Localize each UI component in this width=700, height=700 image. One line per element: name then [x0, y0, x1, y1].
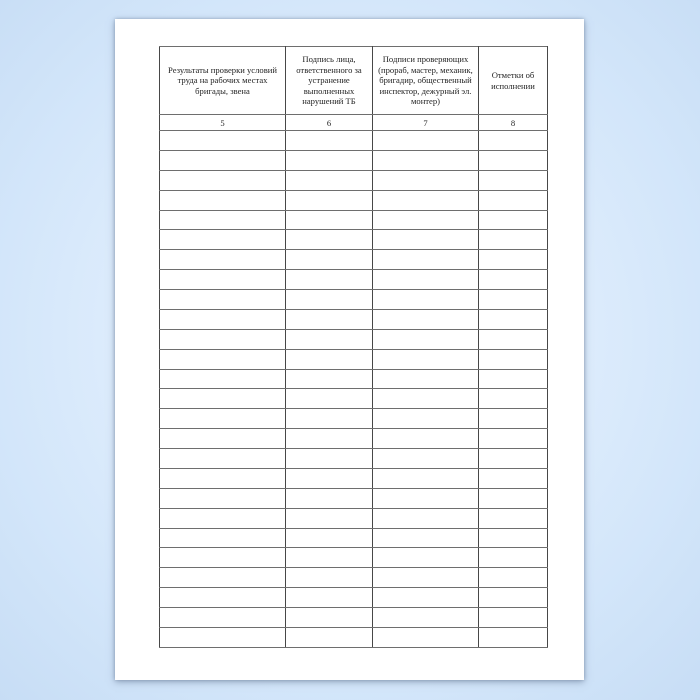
empty-cell: [160, 230, 286, 250]
empty-cell: [479, 309, 548, 329]
empty-cell: [160, 548, 286, 568]
table-row: [160, 548, 548, 568]
table-row: [160, 588, 548, 608]
empty-cell: [160, 588, 286, 608]
empty-cell: [479, 270, 548, 290]
table-row: [160, 449, 548, 469]
empty-cell: [373, 250, 479, 270]
empty-cell: [479, 429, 548, 449]
empty-cell: [160, 250, 286, 270]
inspection-log-table: [159, 46, 548, 648]
column-header-results: Результаты проверки условий труда на рабочих местах бригады, звена: [160, 47, 286, 115]
empty-cell: [286, 230, 373, 250]
empty-cell: [479, 150, 548, 170]
empty-cell: [373, 449, 479, 469]
empty-cell: [286, 449, 373, 469]
table-row: [160, 170, 548, 190]
empty-cell: [373, 170, 479, 190]
empty-cell: [160, 309, 286, 329]
empty-cell: [286, 508, 373, 528]
table-row: [160, 508, 548, 528]
empty-cell: [479, 190, 548, 210]
empty-cell: [286, 131, 373, 151]
table-row: [160, 131, 548, 151]
empty-cell: [373, 409, 479, 429]
table-row: [160, 150, 548, 170]
empty-cell: [373, 349, 479, 369]
empty-cell: [373, 290, 479, 310]
empty-cell: [373, 309, 479, 329]
column-number-row: [160, 115, 548, 131]
empty-cell: [373, 528, 479, 548]
empty-cell: [286, 210, 373, 230]
table-row: [160, 210, 548, 230]
empty-cell: [286, 528, 373, 548]
column-header-execution-marks: Отметки об исполнении: [479, 47, 548, 115]
empty-cell: [160, 528, 286, 548]
table-row: [160, 468, 548, 488]
empty-cell: [160, 270, 286, 290]
empty-cell: [373, 369, 479, 389]
table-row: [160, 409, 548, 429]
empty-cell: [373, 131, 479, 151]
empty-cell: [373, 210, 479, 230]
table-row: [160, 369, 548, 389]
empty-cell: [479, 409, 548, 429]
table-row: [160, 568, 548, 588]
empty-cell: [373, 568, 479, 588]
table-row: [160, 250, 548, 270]
document-page: [115, 19, 584, 680]
empty-cell: [160, 329, 286, 349]
empty-cell: [479, 627, 548, 647]
empty-cell: [479, 568, 548, 588]
empty-cell: [479, 468, 548, 488]
empty-cell: [479, 608, 548, 628]
empty-cell: [286, 309, 373, 329]
empty-cell: [160, 409, 286, 429]
empty-cell: [286, 190, 373, 210]
empty-cell: [160, 449, 286, 469]
empty-cell: [286, 548, 373, 568]
empty-cell: [286, 369, 373, 389]
empty-cell: [479, 548, 548, 568]
empty-cell: [373, 508, 479, 528]
empty-cell: [479, 170, 548, 190]
table-row: [160, 608, 548, 628]
table-row: [160, 488, 548, 508]
table-row: [160, 190, 548, 210]
empty-cell: [160, 131, 286, 151]
column-header-responsible-signature: Подпись лица, ответственного за устранение выполненных нарушений ТБ: [286, 47, 373, 115]
empty-cell: [160, 488, 286, 508]
empty-cell: [373, 190, 479, 210]
empty-cell: [373, 429, 479, 449]
empty-cell: [160, 508, 286, 528]
empty-cell: [160, 429, 286, 449]
empty-cell: [479, 389, 548, 409]
table-row: [160, 290, 548, 310]
empty-cell: [286, 568, 373, 588]
empty-cell: [479, 528, 548, 548]
column-number: 7: [373, 115, 479, 131]
empty-cell: [373, 627, 479, 647]
empty-cell: [160, 568, 286, 588]
empty-cell: [373, 468, 479, 488]
empty-cell: [286, 488, 373, 508]
table-row: [160, 389, 548, 409]
empty-cell: [286, 588, 373, 608]
table-row: [160, 349, 548, 369]
empty-cell: [479, 329, 548, 349]
empty-cell: [373, 270, 479, 290]
empty-cell: [286, 389, 373, 409]
empty-cell: [286, 468, 373, 488]
empty-cell: [286, 429, 373, 449]
table-header-row: [160, 47, 548, 115]
empty-cell: [373, 329, 479, 349]
empty-cell: [160, 190, 286, 210]
empty-cell: [160, 468, 286, 488]
table-row: [160, 230, 548, 250]
empty-cell: [373, 608, 479, 628]
empty-cell: [160, 627, 286, 647]
empty-cell: [160, 290, 286, 310]
empty-cell: [479, 588, 548, 608]
empty-cell: [286, 329, 373, 349]
column-number: 5: [160, 115, 286, 131]
empty-cell: [373, 548, 479, 568]
table-row: [160, 528, 548, 548]
empty-cell: [160, 389, 286, 409]
empty-cell: [160, 608, 286, 628]
empty-cell: [373, 389, 479, 409]
empty-cell: [160, 349, 286, 369]
empty-cell: [479, 250, 548, 270]
empty-cell: [479, 131, 548, 151]
table-row: [160, 429, 548, 449]
empty-cell: [286, 170, 373, 190]
empty-cell: [373, 488, 479, 508]
empty-cell: [286, 627, 373, 647]
empty-cell: [286, 150, 373, 170]
empty-cell: [160, 170, 286, 190]
empty-cell: [286, 608, 373, 628]
column-header-inspector-signatures: Подписи проверяющих (прораб, мастер, механик, бригадир, общественный инспектор, дежурный эл. монтер): [373, 47, 479, 115]
table-row: [160, 270, 548, 290]
empty-cell: [286, 290, 373, 310]
empty-cell: [373, 230, 479, 250]
empty-cell: [286, 409, 373, 429]
empty-cell: [373, 150, 479, 170]
empty-cell: [479, 369, 548, 389]
table-row: [160, 309, 548, 329]
empty-cell: [479, 508, 548, 528]
table-row: [160, 329, 548, 349]
table-row: [160, 627, 548, 647]
empty-cell: [286, 270, 373, 290]
empty-cell: [479, 488, 548, 508]
column-number: 8: [479, 115, 548, 131]
empty-cell: [160, 150, 286, 170]
empty-cell: [479, 230, 548, 250]
column-number: 6: [286, 115, 373, 131]
table-body: [160, 131, 548, 648]
empty-cell: [286, 250, 373, 270]
empty-cell: [479, 290, 548, 310]
empty-cell: [160, 210, 286, 230]
empty-cell: [479, 210, 548, 230]
empty-cell: [160, 369, 286, 389]
empty-cell: [286, 349, 373, 369]
empty-cell: [479, 449, 548, 469]
empty-cell: [373, 588, 479, 608]
empty-cell: [479, 349, 548, 369]
